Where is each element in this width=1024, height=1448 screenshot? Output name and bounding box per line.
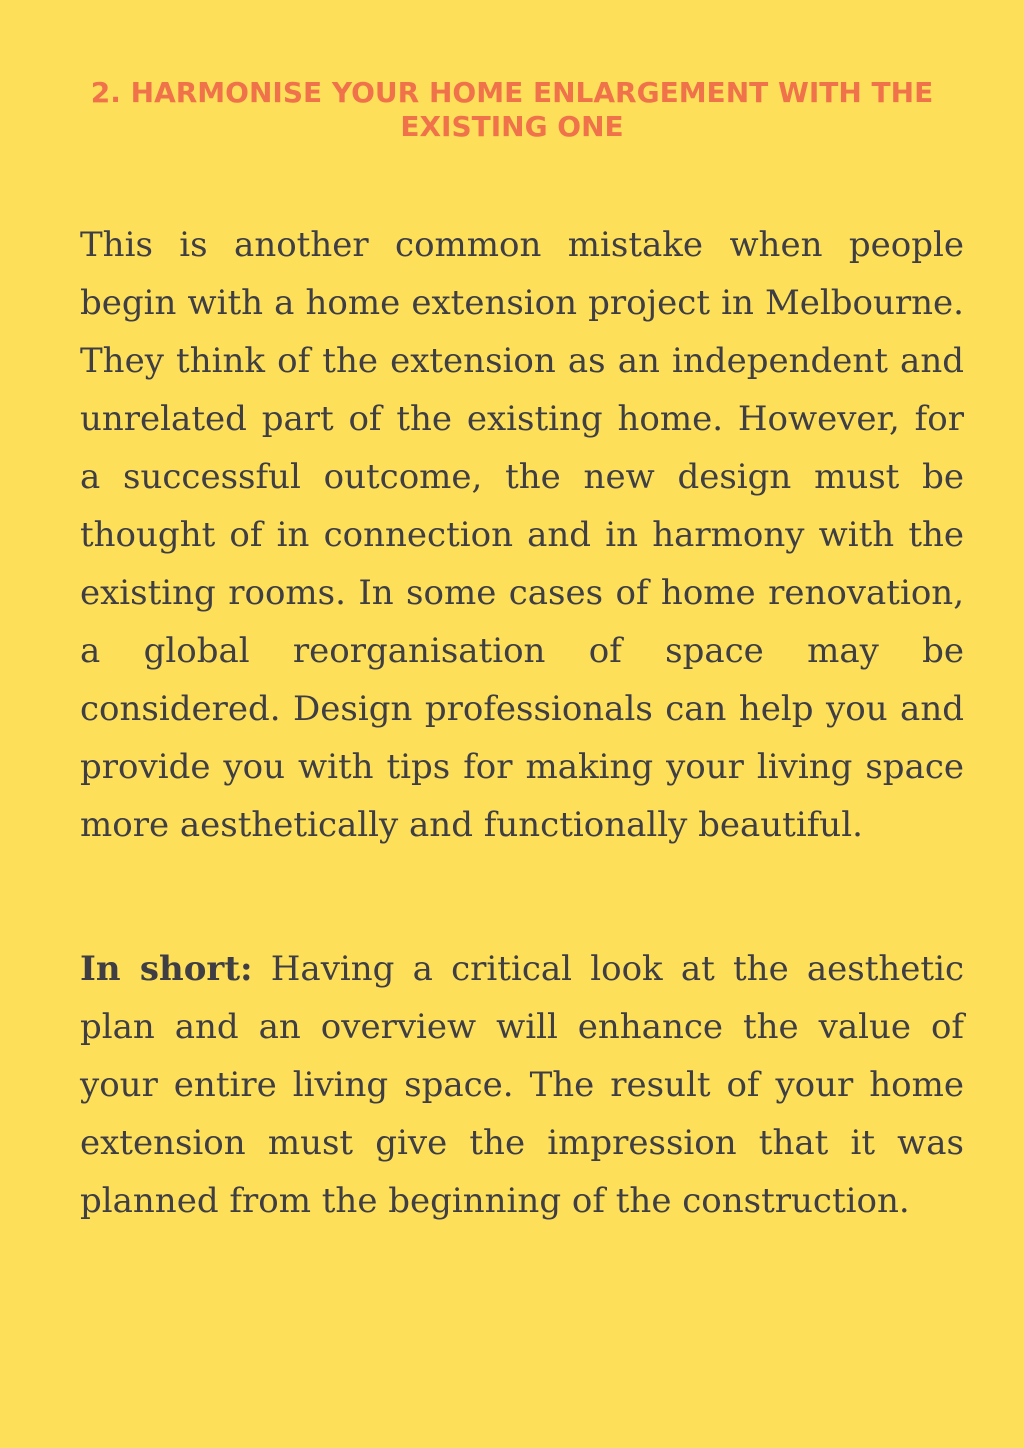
- section-heading: 2. HARMONISE YOUR HOME ENLARGEMENT WITH THE EXISTING ONE: [90, 76, 934, 143]
- paragraph-2-text: Having a critical look at the aesthetic plan and an overview will enhance the value of your entire living space. The result of your home extension must give the impression that it was planned from the beginning of the construction.: [80, 949, 964, 1221]
- body-paragraph-1: This is another common mistake when people begin with a home extension project in Melbourne. They think of the extension as an independent and unrelated part of the existing home. However, for a successful outcome, the new design must be thought of in connection and in harmony with the existing rooms. In some cases of home renovation, a global reorganisation of space may be considered. Design professionals can help you and provide you with tips for making your living space more aesthetically and functionally beautiful.: [80, 225, 964, 845]
- paragraph-lead-in: In short:: [80, 949, 253, 989]
- body-paragraph-2: [80, 940, 964, 1230]
